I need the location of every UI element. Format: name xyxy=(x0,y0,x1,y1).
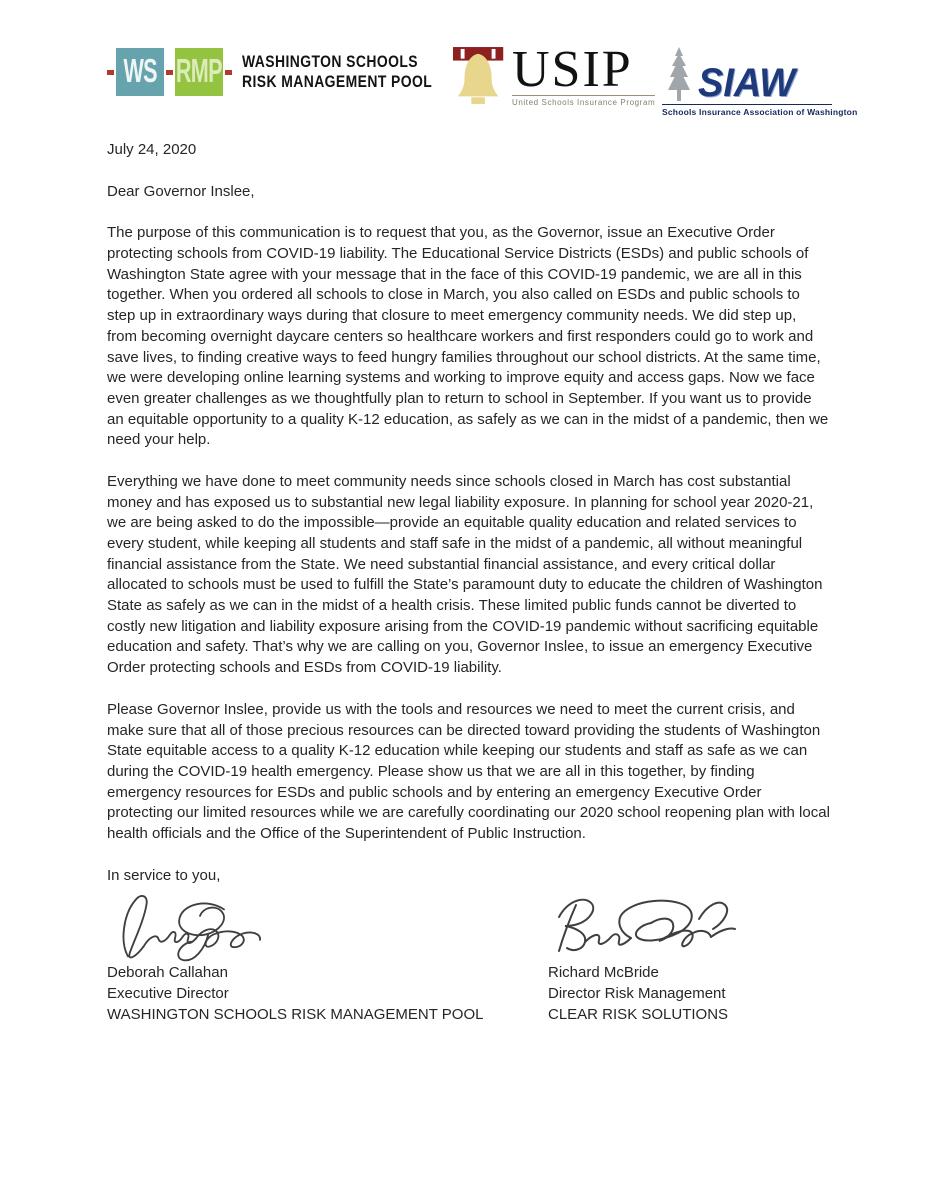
salutation: Dear Governor Inslee, xyxy=(107,182,255,200)
logo-row xyxy=(0,41,933,117)
wsrmp-rmp-text: RMP xyxy=(176,52,222,90)
signature-block-left xyxy=(107,890,548,1025)
signature-row xyxy=(107,890,830,1025)
wsrmp-tick-icon xyxy=(166,70,173,75)
bell-icon xyxy=(452,46,510,108)
pine-tree-icon xyxy=(662,46,696,102)
wsrmp-tick-icon xyxy=(107,70,114,75)
signature-richard-mcbride-icon xyxy=(548,890,748,962)
wsrmp-ws-text: WS xyxy=(123,52,157,90)
siaw-acronym: SIAW xyxy=(698,61,796,105)
wsrmp-title-line2: RISK MANAGEMENT POOL xyxy=(242,72,433,91)
usip-wordmark xyxy=(512,41,656,107)
signature-block-right xyxy=(548,890,830,1025)
closing: In service to you, xyxy=(107,866,221,884)
paragraph-2: Everything we have done to meet community needs since schools closed in March has cost substantial money and has exposed us to substantial new legal liability exposure. In planning for school year 2020-21, we are being asked to do the impossible—provide an equitable quality education and related services to every student, while keeping all students and staff safe in the midst of a pandemic, all without meaningful financial assistance from the State. We need substantial financial assistance, and every critical dollar allocated to schools must be used to fulfill the State’s paramount duty to educate the children of Washington State as safely as we can in the midst of a health crisis. These limited public funds cannot be diverted to costly new litigation and liability exposure arising from the COVID-19 pandemic without sacrificing equitable education and safety. That’s why we are calling on you, Governor Inslee, to issue an emergency Executive Order protecting schools and ESDs from COVID-19 liability. xyxy=(107,472,823,677)
wsrmp-ws-box xyxy=(116,48,164,96)
wsrmp-wordmark xyxy=(242,52,432,92)
wsrmp-tick-icon xyxy=(225,70,232,75)
signatory-name: Deborah Callahan xyxy=(107,964,228,982)
signatory-title: Executive Director xyxy=(107,985,229,1003)
wsrmp-title-line1: WASHINGTON SCHOOLS xyxy=(242,51,418,71)
usip-tagline: United Schools Insurance Program xyxy=(512,95,655,107)
letter-body xyxy=(0,108,933,1025)
signatory-org: WASHINGTON SCHOOLS RISK MANAGEMENT POOL xyxy=(107,1006,484,1024)
signatory-title: Director Risk Management xyxy=(548,985,726,1003)
usip-acronym: USIP xyxy=(512,41,633,98)
paragraph-1: The purpose of this communication is to request that you, as the Governor, issue an Executive Order protecting schools from COVID-19 liability. The Educational Service Districts (ESDs) and public schools of Washington State agree with your message that in the face of this COVID-19 pandemic, we are all in this together. When you ordered all schools to close in March, you also called on ESDs and public schools to step up in extraordinary ways during that closure to meet emergency community needs. We did step up, from becoming overnight daycare centers so healthcare workers and first responders could go to work and save lives, to finding creative ways to feed hungry families throughout our school districts. At the same time, we were developing online learning systems and working to improve equity and access gaps. Now we face even greater challenges as we thoughtfully plan to return to school in September. If you want us to provide an equitable opportunity to a quality K-12 education, as safely as we can in the midst of a pandemic, then we need your help. xyxy=(107,224,829,449)
wsrmp-rmp-box xyxy=(175,48,223,96)
signature-deborah-callahan-icon xyxy=(107,890,317,962)
siaw-logo xyxy=(662,46,858,117)
signatory-name: Richard McBride xyxy=(548,964,659,982)
siaw-tagline: Schools Insurance Association of Washington xyxy=(662,104,832,117)
usip-logo xyxy=(452,41,656,108)
siaw-wordmark xyxy=(662,46,832,105)
paragraph-3: Please Governor Inslee, provide us with the tools and resources we need to meet the current crisis, and make sure that all of those precious resources can be directed toward providing the students of Washington State equitable access to a quality K-12 education while keeping our students and staff as safe as we can during the COVID-19 health emergency. Please show us that we are all in this together, by finding emergency resources for ESDs and public schools and by entering an emergency Executive Order protecting our limited resources while we are carefully coordinating our 2020 school reopening plan with local health officials and the Office of the Superintendent of Public Instruction. xyxy=(107,700,830,842)
wsrmp-logo xyxy=(105,48,474,96)
letter-date: July 24, 2020 xyxy=(107,141,197,158)
signatory-org: CLEAR RISK SOLUTIONS xyxy=(548,1006,729,1024)
